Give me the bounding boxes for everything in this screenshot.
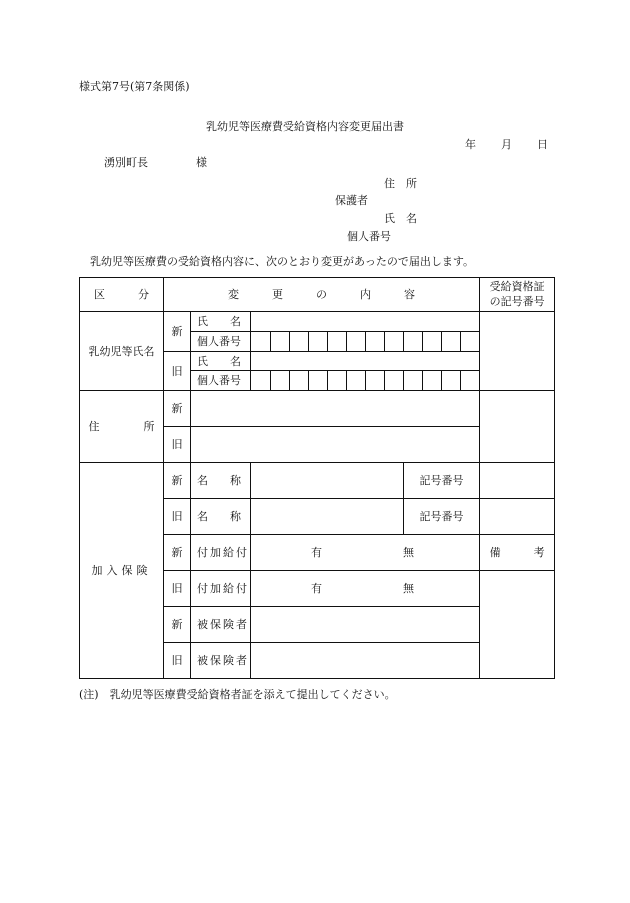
child-new-name-field[interactable] (251, 312, 480, 332)
child-old-id-digit-5[interactable] (328, 371, 347, 391)
benefit-old-label: 付加給付 (191, 571, 251, 607)
address-section: 住 所 (80, 391, 164, 463)
benefit-old-yes[interactable]: 有 (311, 582, 322, 595)
insurance-section: 加入保険 (80, 463, 164, 679)
benefit-new-options[interactable] (251, 535, 480, 571)
applicant-name-label: 氏 名 (384, 212, 417, 225)
address-old-marker: 旧 (164, 427, 191, 463)
benefit-old-options[interactable] (251, 571, 480, 607)
child-old-id-digit-3[interactable] (290, 371, 309, 391)
address-old-field[interactable] (191, 427, 480, 463)
child-new-id-digit-11[interactable] (442, 332, 461, 352)
header-cert-line1: 受給資格証 (489, 280, 545, 294)
insurer-new-marker: 新 (164, 463, 191, 499)
insurer-new-symbol-label: 記号番号 (404, 463, 480, 499)
child-old-id-digit-10[interactable] (423, 371, 442, 391)
child-old-id-digit-12[interactable] (461, 371, 480, 391)
intro-text: 乳幼児等医療費の受給資格内容に、次のとおり変更があったので届出します。 (90, 255, 475, 268)
document-title: 乳幼児等医療費受給資格内容変更届出書 (206, 120, 404, 133)
child-old-id-digit-11[interactable] (442, 371, 461, 391)
child-old-id-digit-9[interactable] (404, 371, 423, 391)
child-new-marker: 新 (164, 312, 191, 352)
child-new-name-label: 氏 名 (191, 312, 251, 332)
benefit-old-no[interactable]: 無 (403, 582, 414, 595)
child-old-id-digit-4[interactable] (309, 371, 328, 391)
benefit-new-marker: 新 (164, 535, 191, 571)
insured-new-label: 被保険者 (191, 607, 251, 643)
insurer-old-name-label: 名 称 (191, 499, 251, 535)
insurer-new-name-field[interactable] (251, 463, 404, 499)
child-old-name-label: 氏 名 (191, 352, 251, 371)
child-new-id-digit-3[interactable] (290, 332, 309, 352)
date-month: 月 (501, 138, 512, 151)
date-day: 日 (537, 138, 548, 151)
child-new-id-digit-4[interactable] (309, 332, 328, 352)
benefit-new-no[interactable]: 無 (403, 546, 414, 559)
child-old-marker: 旧 (164, 352, 191, 391)
child-old-id-label: 個人番号 (191, 371, 251, 391)
footnote: (注) 乳幼児等医療費受給資格者証を添えて提出してください。 (79, 688, 396, 701)
insurer-old-name-field[interactable] (251, 499, 404, 535)
insurer-old-symbol-field[interactable] (480, 499, 555, 535)
child-new-id-label: 個人番号 (191, 332, 251, 352)
address-new-field[interactable] (191, 391, 480, 427)
address-cert-blank (480, 391, 555, 463)
applicant-guardian-label: 保護者 (335, 194, 368, 207)
child-new-id-digit-5[interactable] (328, 332, 347, 352)
applicant-address-label: 住 所 (384, 177, 417, 190)
insurer-new-symbol-field[interactable] (480, 463, 555, 499)
insurer-new-name-label: 名 称 (191, 463, 251, 499)
benefit-new-label: 付加給付 (191, 535, 251, 571)
child-new-id-digit-8[interactable] (385, 332, 404, 352)
header-cert-number (480, 278, 555, 312)
child-old-id-digit-2[interactable] (271, 371, 290, 391)
form-reference: 様式第7号(第7条関係) (79, 80, 190, 93)
benefit-old-marker: 旧 (164, 571, 191, 607)
child-new-id-digit-6[interactable] (347, 332, 366, 352)
child-new-id-digit-7[interactable] (366, 332, 385, 352)
remarks-label: 備 考 (480, 535, 555, 571)
cert-number-field[interactable] (480, 312, 555, 391)
benefit-new-yes[interactable]: 有 (311, 546, 322, 559)
child-old-name-field[interactable] (251, 352, 480, 371)
child-old-id-digit-7[interactable] (366, 371, 385, 391)
applicant-id-label: 個人番号 (347, 230, 391, 243)
header-category: 区 分 (80, 278, 164, 312)
recipient-honorific: 様 (196, 156, 207, 169)
child-new-id-digit-1[interactable] (251, 332, 271, 352)
child-new-id-digit-12[interactable] (461, 332, 480, 352)
child-new-id-digit-10[interactable] (423, 332, 442, 352)
recipient-name: 湧別町長 (104, 156, 148, 169)
insured-new-marker: 新 (164, 607, 191, 643)
child-old-id-digit-8[interactable] (385, 371, 404, 391)
header-change-content: 変 更 の 内 容 (164, 278, 480, 312)
address-new-marker: 新 (164, 391, 191, 427)
insured-new-field[interactable] (251, 607, 480, 643)
change-form-table (79, 277, 555, 679)
insurer-old-marker: 旧 (164, 499, 191, 535)
insured-old-field[interactable] (251, 643, 480, 679)
date-year: 年 (465, 138, 476, 151)
insured-old-label: 被保険者 (191, 643, 251, 679)
child-old-id-digit-1[interactable] (251, 371, 271, 391)
child-new-id-digit-9[interactable] (404, 332, 423, 352)
header-cert-line2: の記号番号 (489, 294, 545, 308)
remarks-field[interactable] (480, 571, 555, 679)
child-new-id-digit-2[interactable] (271, 332, 290, 352)
insurer-old-symbol-label: 記号番号 (404, 499, 480, 535)
child-name-section: 乳幼児等氏名 (80, 312, 164, 391)
insured-old-marker: 旧 (164, 643, 191, 679)
child-old-id-digit-6[interactable] (347, 371, 366, 391)
